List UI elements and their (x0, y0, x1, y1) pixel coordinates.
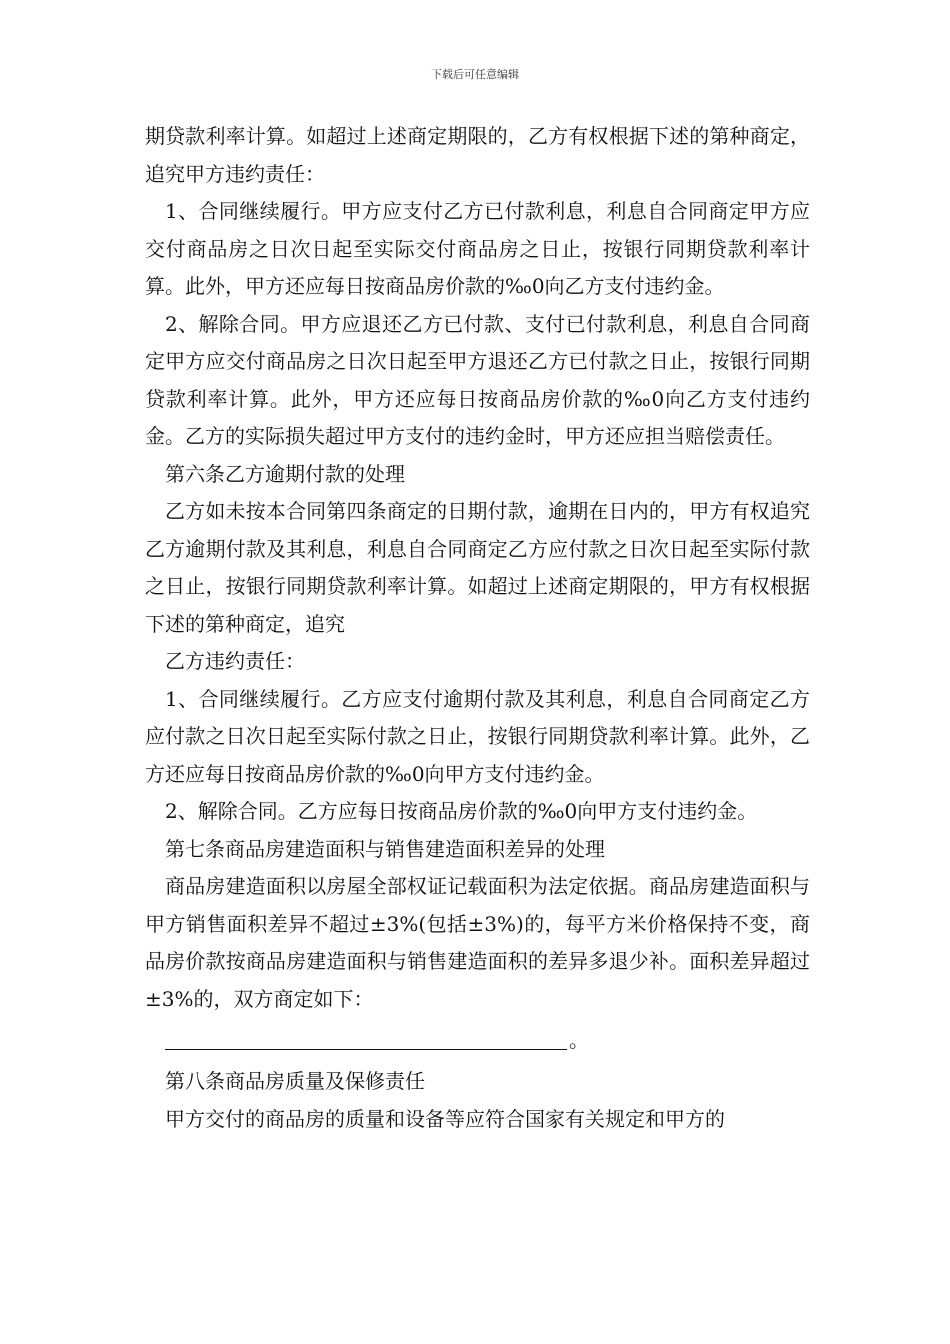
blank-underline (165, 1031, 567, 1050)
article-6-item-1: 1、合同继续履行。乙方应支付逾期付款及其利息，利息自合同商定乙方应付款之日次日起至实际付款之日止，按银行同期贷款利率计算。此外，乙方还应每日按商品房价款的‰0向甲方支付违约金。 (145, 686, 810, 786)
clause-item-2: 2、解除合同。甲方应退还乙方已付款、支付已付款利息，利息自合同商定甲方应交付商品房之日次日起至甲方退还乙方已付款之日止，按银行同期贷款利率计算。此外，甲方还应每日按商品房价款的‰0向乙方支付违约金。乙方的实际损失超过甲方支付的违约金时，甲方还应担当赔偿责任。 (145, 311, 810, 448)
article-8-heading: 第八条商品房质量及保修责任 (165, 1069, 425, 1093)
article-6-liability: 乙方违约责任： (165, 649, 305, 673)
page-header: 下载后可任意编辑 (431, 68, 519, 81)
paragraph-continuation: 期贷款利率计算。如超过上述商定期限的，乙方有权根据下述的第种商定，追究甲方违约责任： (145, 124, 810, 186)
article-6-body: 乙方如未按本合同第四条商定的日期付款，逾期在日内的，甲方有权追究乙方逾期付款及其利息，利息自合同商定乙方应付款之日次日起至实际付款之日止，按银行同期贷款利率计算。如超过上述商定期限的，甲方有权根据下述的第种商定，追究 (145, 499, 810, 636)
article-7-body: 商品房建造面积以房屋全部权证记载面积为法定依据。商品房建造面积与甲方销售面积差异不超过±3%(包括±3%)的，每平方米价格保持不变，商品房价款按商品房建造面积与销售建造面积的差异多退少补。面积差异超过±3%的，双方商定如下： (145, 874, 810, 1011)
blank-line-suffix: 。 (569, 1027, 589, 1052)
article-7-heading: 第七条商品房建造面积与销售建造面积差异的处理 (165, 836, 605, 861)
clause-item-1: 1、合同继续履行。甲方应支付乙方已付款利息，利息自合同商定甲方应交付商品房之日次日起至实际交付商品房之日止，按银行同期贷款利率计算。此外，甲方还应每日按商品房价款的‰0向乙方支付违约金。 (145, 199, 810, 298)
fill-in-blank-line (145, 1018, 810, 1063)
article-8-body: 甲方交付的商品房的质量和设备等应符合国家有关规定和甲方的 (165, 1106, 725, 1131)
article-6-heading: 第六条乙方逾期付款的处理 (165, 461, 405, 486)
article-6-item-2: 2、解除合同。乙方应每日按商品房价款的‰0向甲方支付违约金。 (165, 799, 758, 823)
document-body (145, 118, 810, 1138)
